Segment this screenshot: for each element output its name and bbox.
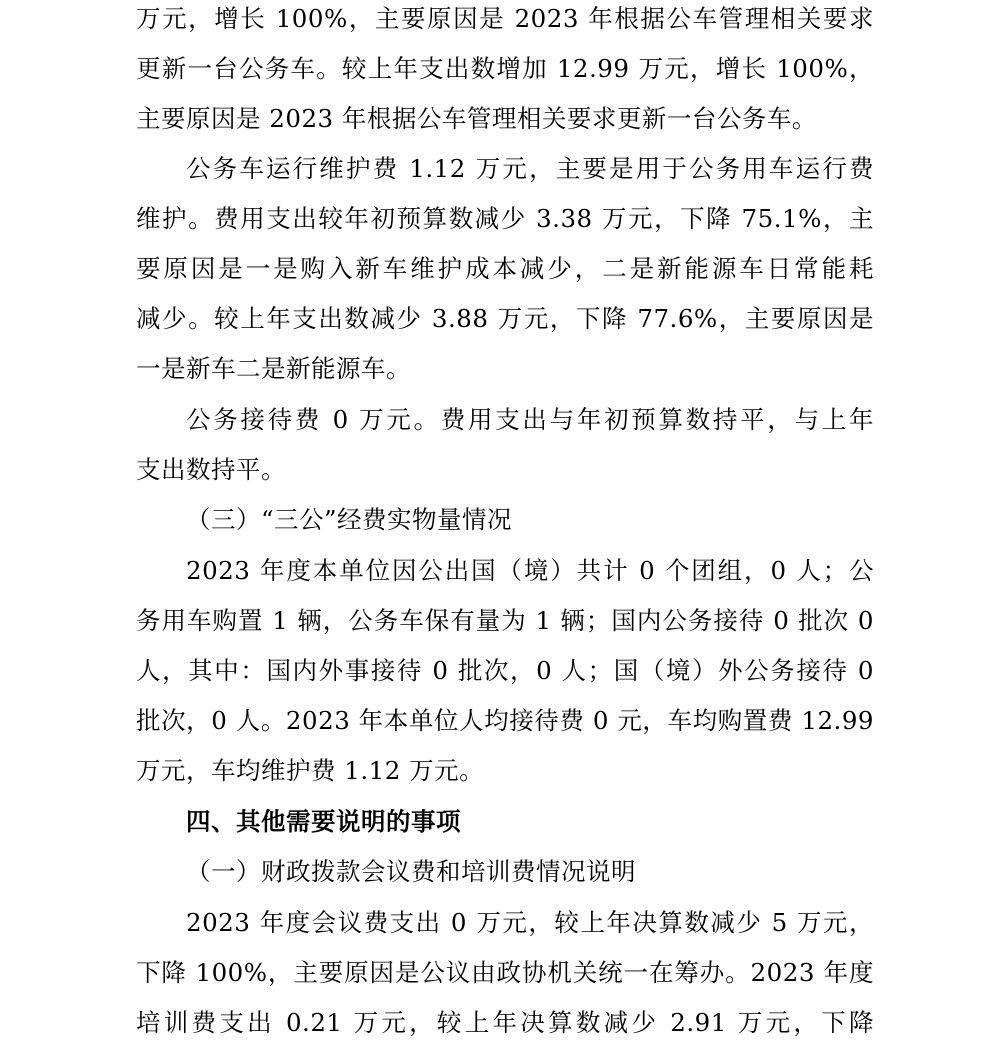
paragraph-start-line: 公务车运行维护费 1.12 万元，主要是用于公务用车运行费: [186, 154, 874, 183]
paragraph-start-line: 公务接待费 0 万元。费用支出与年初预算数持平，与上年: [186, 405, 874, 434]
section-heading: （三）“三公”经费实物量情况: [186, 505, 513, 534]
text-line: 一是新车二是新能源车。: [136, 354, 411, 383]
text-line: 万元，增长 100%，主要原因是 2023 年根据公车管理相关要求: [136, 4, 874, 33]
text-line: 万元，车均维护费 1.12 万元。: [136, 756, 485, 785]
text-line: 维护。费用支出较年初预算数减少 3.38 万元，下降 75.1%，主: [136, 204, 874, 233]
text-line: 更新一台公务车。较上年支出数增加 12.99 万元，增长 100%，: [136, 54, 874, 83]
text-line: 支出数持平。: [136, 455, 286, 484]
text-line: 批次，0 人。2023 年本单位人均接待费 0 元，车均购置费 12.99: [136, 706, 874, 735]
text-line: 务用车购置 1 辆，公务车保有量为 1 辆；国内公务接待 0 批次 0: [136, 606, 874, 635]
text-line: 人，其中：国内外事接待 0 批次，0 人；国（境）外公务接待 0: [136, 656, 874, 685]
text-line: 下降 100%，主要原因是公议由政协机关统一在筹办。2023 年度: [136, 958, 874, 987]
text-line: 减少。较上年支出数减少 3.88 万元，下降 77.6%，主要原因是: [136, 304, 874, 333]
paragraph-start-line: 2023 年度本单位因公出国（境）共计 0 个团组，0 人；公: [186, 556, 874, 585]
text-line: 主要原因是 2023 年根据公车管理相关要求更新一台公务车。: [136, 104, 817, 133]
paragraph-start-line: 2023 年度会议费支出 0 万元，较上年决算数减少 5 万元，: [186, 908, 874, 937]
text-line: 培训费支出 0.21 万元，较上年决算数减少 2.91 万元，下降: [136, 1008, 874, 1037]
chapter-heading: 四、其他需要说明的事项: [186, 807, 461, 836]
text-line: 要原因是一是购入新车维护成本减少，二是新能源车日常能耗: [136, 254, 874, 283]
section-heading: （一）财政拨款会议费和培训费情况说明: [186, 857, 636, 886]
